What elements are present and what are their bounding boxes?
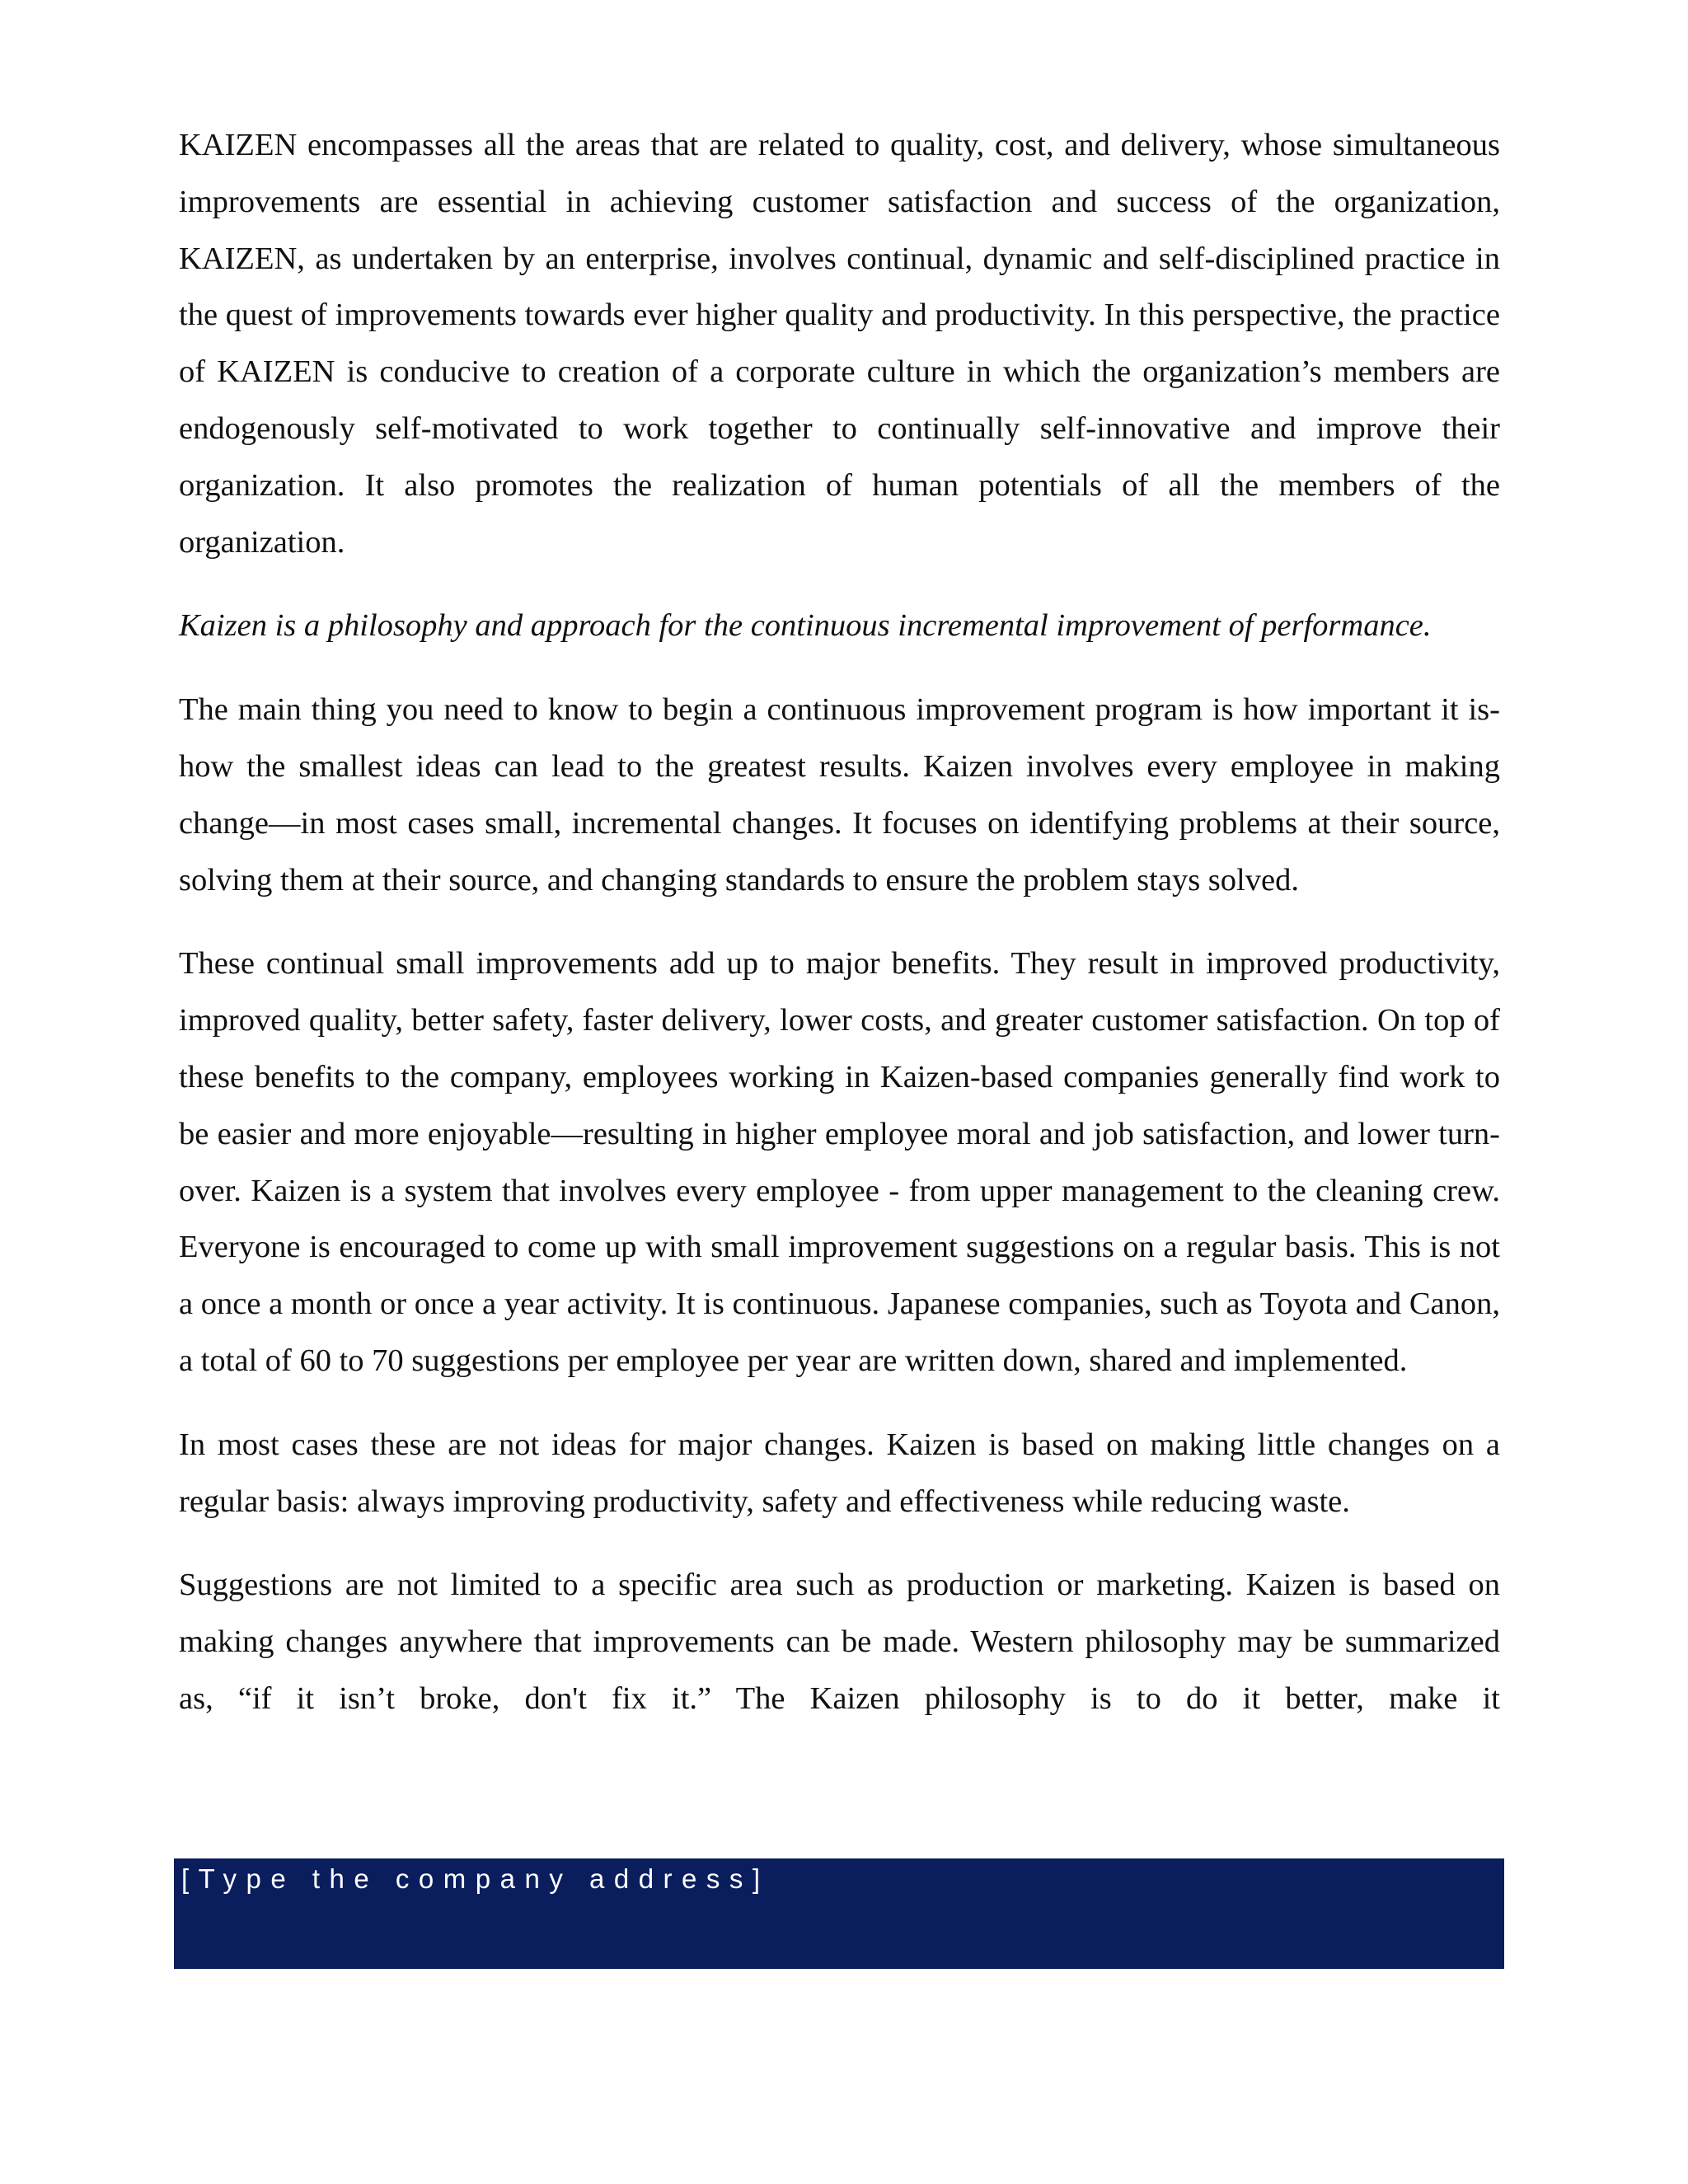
company-address-placeholder[interactable]: [Type the company address] [181,1863,770,1894]
paragraph-small-changes: In most cases these are not ideas for major changes. Kaizen is based on making little changes on a regular basis: always improving productivity, safety and effectiveness while reducing waste. [179,1427,1500,1519]
paragraph-kaizen-overview: KAIZEN encompasses all the areas that are related to quality, cost, and delivery, whose simultaneous improvements are essential in achieving customer satisfaction and success of the organization, KAIZEN, as undertaken by an enterprise, involves continual, dynamic and self-disciplined practice in the quest of improvements towards ever higher quality and productivity. In this perspective, the practice of KAIZEN is conducive to creation of a corporate culture in which the organization’s members are endogenously self-motivated to work together to continually self-innovative and improve their organization. It also promotes the realization of human potentials of all the members of the organization. [179,128,1500,560]
paragraph-continuous-improvement: The main thing you need to know to begin a continuous improvement program is how important it is- how the smallest ideas can lead to the greatest results. Kaizen involves every employee in making change—in most cases small, incremental changes. It focuses on identifying problems at their source, solving them at their source, and changing standards to ensure the problem stays solved. [179,692,1500,898]
paragraph-kaizen-definition: Kaizen is a philosophy and approach for the continuous incremental improvement of performance. [179,608,1432,644]
paragraph-benefits: These continual small improvements add up to major benefits. They result in improved productivity, improved quality, better safety, faster delivery, lower costs, and greater customer satisfaction. On top of these benefits to the company, employees working in Kaizen-based companies generally find work to be easier and more enjoyable—resulting in higher employee moral and job satisfaction, and lower turn-over. Kaizen is a system that involves every employee - from upper management to the cleaning crew. Everyone is encouraged to come up with small improvement suggestions on a regular basis. This is not a once a month or once a year activity. It is continuous. Japanese companies, such as Toyota and Canon, a total of 60 to 70 suggestions per employee per year are written down, shared and implemented. [179,946,1500,1378]
paragraph-suggestions: Suggestions are not limited to a specific area such as production or marketing. Kaizen is based on making changes anywhere that improvements can be made. Western philosophy may be summarized as, “if it isn’t broke, don't fix it.” The Kaizen philosophy is to do it better, make it [179,1568,1500,1716]
document-body [179,117,1500,1727]
footer-address-band [174,1858,1504,1969]
